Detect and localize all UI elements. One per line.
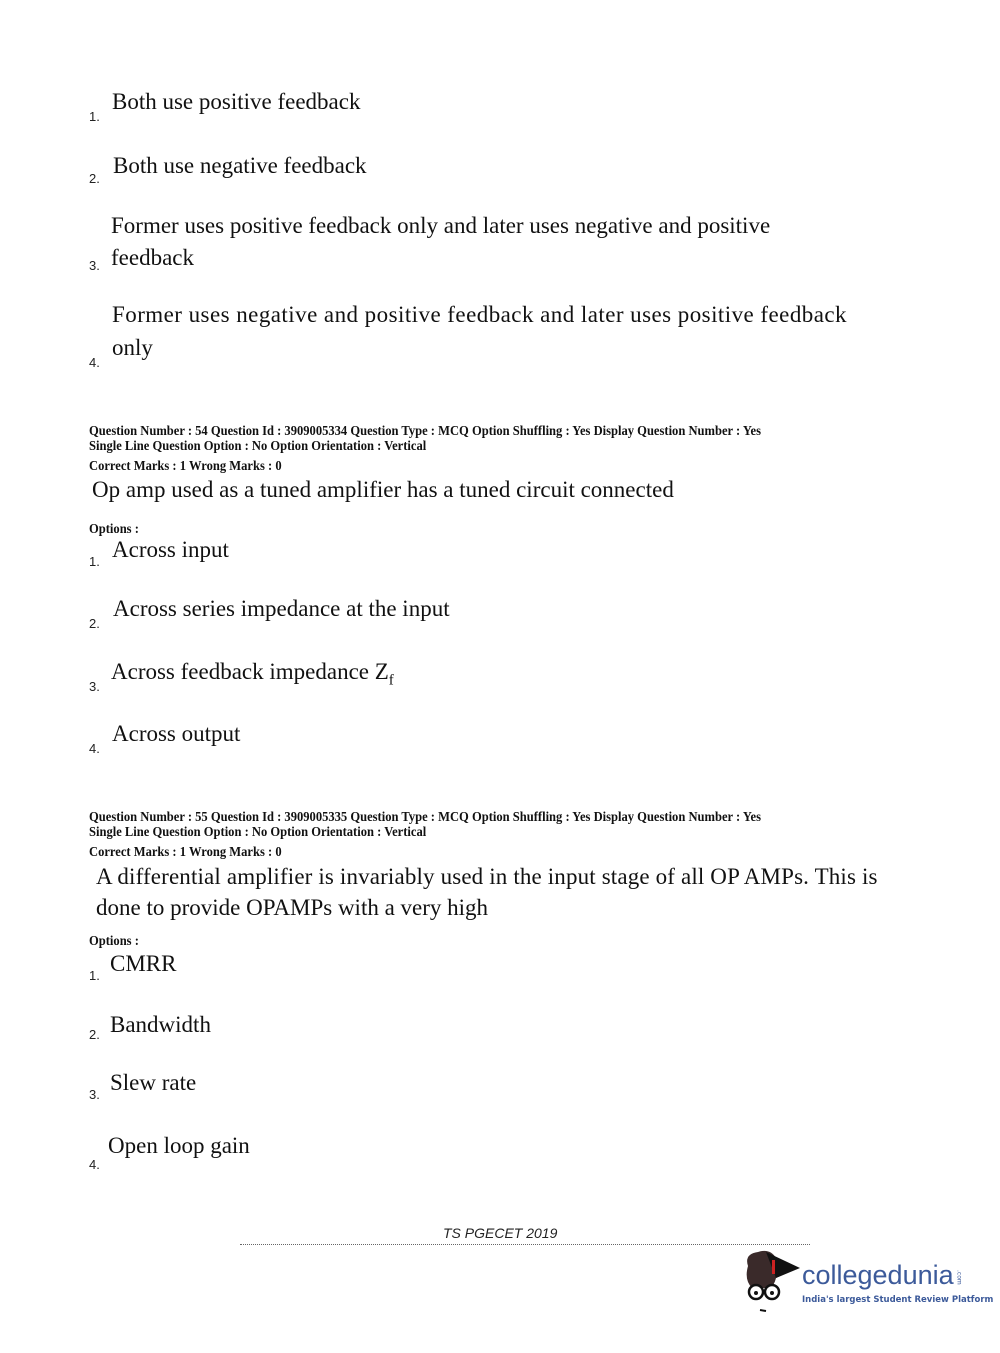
option-text: Former uses positive feedback only and later uses negative and positive bbox=[111, 213, 771, 238]
logo-tagline: India's largest Student Review Platform bbox=[802, 1295, 994, 1305]
option-text: Bandwidth bbox=[110, 1012, 211, 1037]
logo-suffix: .com bbox=[955, 1270, 963, 1285]
option-number: 2. bbox=[89, 1027, 100, 1042]
option-text bbox=[111, 659, 394, 689]
option-number: 2. bbox=[89, 616, 100, 631]
question-text: done to provide OPAMPs with a very high bbox=[96, 895, 489, 920]
option-text: Slew rate bbox=[110, 1070, 197, 1095]
option-text-main: Across feedback impedance Z bbox=[111, 659, 389, 684]
option-number: 4. bbox=[89, 355, 100, 370]
question-marks: Correct Marks : 1 Wrong Marks : 0 bbox=[89, 458, 282, 473]
question-text: Op amp used as a tuned amplifier has a tuned circuit connected bbox=[92, 477, 674, 502]
mascot-icon bbox=[740, 1246, 802, 1316]
collegedunia-logo bbox=[740, 1246, 994, 1316]
option-number: 2. bbox=[89, 171, 100, 186]
logo-name: collegedunia bbox=[802, 1260, 954, 1290]
options-label: Options : bbox=[89, 933, 139, 948]
question-marks: Correct Marks : 1 Wrong Marks : 0 bbox=[89, 844, 282, 859]
option-number: 3. bbox=[89, 679, 100, 694]
footer-divider bbox=[240, 1244, 810, 1245]
option-text: Across input bbox=[112, 537, 229, 562]
question-meta: Single Line Question Option : No Option Orientation : Vertical bbox=[89, 438, 427, 453]
options-label: Options : bbox=[89, 521, 139, 536]
footer-title: TS PGECET 2019 bbox=[443, 1225, 558, 1241]
option-number: 4. bbox=[89, 741, 100, 756]
question-text: A differential amplifier is invariably used in the input stage of all OP AMPs. This is bbox=[96, 864, 878, 889]
option-text: Across output bbox=[112, 721, 241, 746]
question-meta: Question Number : 54 Question Id : 3909005334 Question Type : MCQ Option Shuffling : Yes Display Question Number : Yes bbox=[89, 423, 761, 438]
option-text: Both use positive feedback bbox=[112, 89, 361, 114]
question-meta: Question Number : 55 Question Id : 3909005335 Question Type : MCQ Option Shuffling : Yes Display Question Number : Yes bbox=[89, 809, 761, 824]
option-text: Open loop gain bbox=[108, 1133, 250, 1158]
question-meta: Single Line Question Option : No Option Orientation : Vertical bbox=[89, 824, 427, 839]
option-number: 4. bbox=[89, 1157, 100, 1172]
option-text: Both use negative feedback bbox=[113, 153, 367, 178]
option-number: 1. bbox=[89, 554, 100, 569]
option-number: 1. bbox=[89, 109, 100, 124]
subscript: f bbox=[388, 672, 394, 689]
logo-wordmark bbox=[802, 1262, 962, 1289]
option-text: CMRR bbox=[110, 951, 177, 976]
option-text: Former uses negative and positive feedback and later uses positive feedback bbox=[112, 302, 848, 327]
option-number: 3. bbox=[89, 258, 100, 273]
option-number: 1. bbox=[89, 968, 100, 983]
option-text: feedback bbox=[111, 245, 194, 270]
option-text: Across series impedance at the input bbox=[113, 596, 450, 621]
option-number: 3. bbox=[89, 1087, 100, 1102]
option-text: only bbox=[112, 335, 153, 360]
